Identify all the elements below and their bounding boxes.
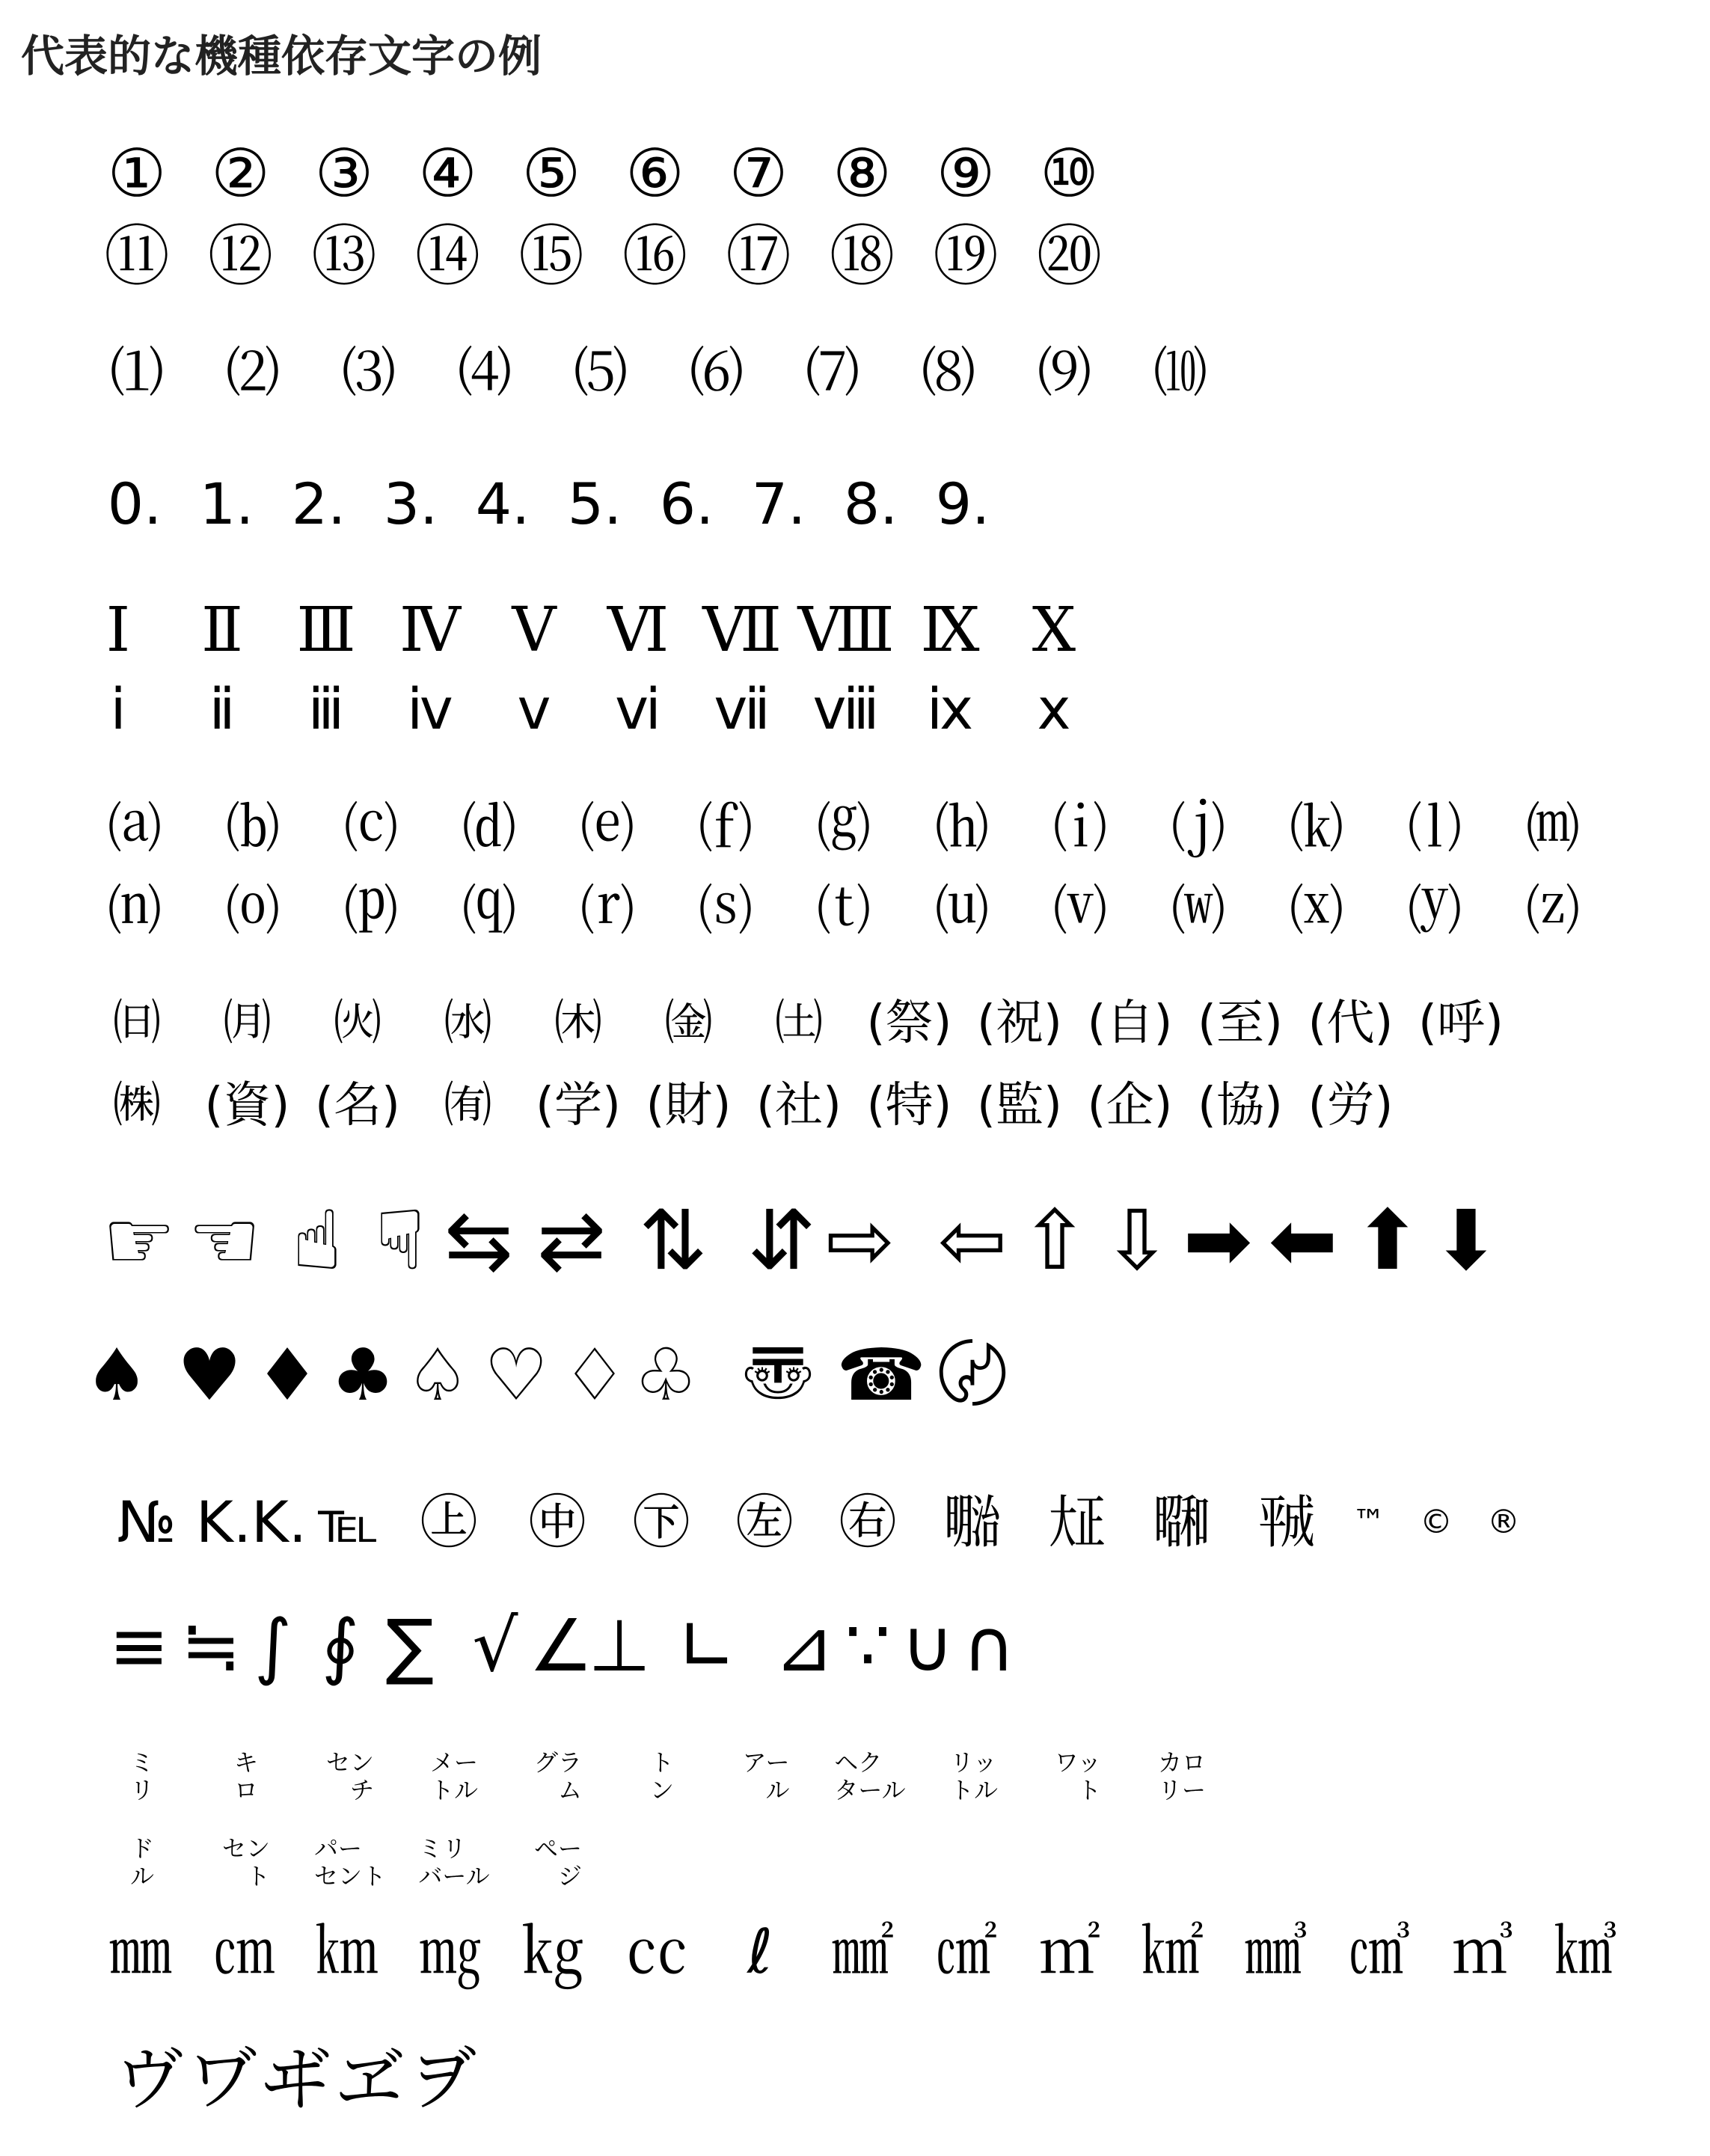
paren-kanji-row-1-glyph: ㈬ <box>444 996 492 1051</box>
parenthesized-numbers-row-glyph: ⑶ <box>341 341 396 404</box>
math-symbols-row-glyph: ≡ <box>108 1604 170 1688</box>
misc-symbols-row-glyph: ㊧ <box>736 1489 793 1555</box>
paren-letters-row-1-glyph: ⒞ <box>343 797 399 860</box>
suits-row-glyph: ☎ <box>836 1333 926 1417</box>
units-row-glyph: ㎎ <box>419 1917 482 1988</box>
paren-letters-row-1-glyph: ⒥ <box>1171 797 1226 860</box>
misc-symbols-row-glyph: ㍽ <box>1049 1489 1106 1555</box>
paren-kanji-row-1-glyph: (至) <box>1198 996 1283 1051</box>
misc-symbols-row-glyph: ™ <box>1352 1503 1385 1541</box>
paren-kanji-row-2-glyph: (協) <box>1198 1078 1283 1133</box>
math-symbols-row-glyph: ∮ <box>321 1604 360 1688</box>
paren-letters-row-1-glyph: ⒢ <box>816 797 871 860</box>
circled-numbers-row-2-glyph: ⑫ <box>207 218 274 295</box>
roman-lower-row-glyph: ⅴ <box>517 676 551 742</box>
unit-kana-glyph <box>130 1835 154 1890</box>
roman-lower-row-glyph: ⅲ <box>307 676 345 742</box>
paren-letters-row-1-glyph: ⒣ <box>934 797 990 860</box>
parenthesized-numbers-row-glyph: ⑻ <box>921 341 976 404</box>
suits-row-glyph: ♥ <box>177 1333 242 1417</box>
parenthesized-numbers-row-glyph: ⑵ <box>225 341 281 404</box>
parenthesized-numbers-row-glyph: ⑺ <box>805 341 860 404</box>
misc-symbols-row-glyph: © <box>1420 1503 1453 1541</box>
roman-upper-row-glyph: Ⅹ <box>1032 595 1076 666</box>
period-numbers-row-glyph: 5. <box>567 471 622 537</box>
unit-kana-glyph <box>834 1749 905 1804</box>
math-symbols-row-glyph: ∪ <box>901 1604 954 1688</box>
arrows-row-glyph: ⇦ <box>937 1192 1008 1288</box>
circled-numbers-row-2-glyph: ⑪ <box>103 218 171 295</box>
unit-kana-glyph <box>222 1835 270 1890</box>
paren-letters-row-2-glyph: ⒲ <box>1171 879 1226 942</box>
unit-kana-top: ヘク <box>834 1748 883 1777</box>
roman-upper-row-glyph: Ⅳ <box>399 595 461 666</box>
unit-kana-glyph <box>534 1749 582 1804</box>
arrows-row-glyph: ☟ <box>375 1192 426 1288</box>
arrows-row-glyph: ⇨ <box>825 1192 895 1288</box>
unit-kana-top: リッ <box>949 1748 997 1777</box>
arrows-row-glyph: ➡ <box>1183 1192 1253 1288</box>
units-row-glyph: ㎏ <box>522 1917 585 1988</box>
paren-kanji-row-2-glyph: (資) <box>204 1078 290 1133</box>
paren-kanji-row-2-glyph: (特) <box>866 1078 952 1133</box>
period-numbers-row-glyph: 8. <box>843 471 898 537</box>
roman-upper-row-glyph: Ⅱ <box>201 595 243 666</box>
paren-letters-row-1-glyph: ⒦ <box>1289 797 1344 860</box>
v-kana-row-glyph: ヴ <box>114 2039 185 2119</box>
period-numbers-row-glyph: 3. <box>383 471 438 537</box>
unit-kana-bottom: ン <box>649 1776 675 1804</box>
roman-lower-row-glyph: ⅹ <box>1037 676 1071 742</box>
arrows-row-glyph: ⇄ <box>536 1192 607 1288</box>
circled-numbers-row-1-glyph: ② <box>211 135 270 212</box>
circled-numbers-row-2-glyph: ⑰ <box>725 218 792 295</box>
unit-kana-top: ミ <box>129 1748 155 1777</box>
math-symbols-row-glyph: ∟ <box>676 1604 738 1688</box>
arrows-row-glyph: ⇩ <box>1102 1192 1172 1288</box>
arrows-row-glyph: ⇵ <box>747 1192 817 1288</box>
misc-symbols-row-glyph: ㍼ <box>1153 1489 1210 1555</box>
arrows-row-glyph: ⬇ <box>1431 1192 1501 1288</box>
unit-kana-glyph <box>950 1749 998 1804</box>
paren-kanji-row-1-glyph: ㈭ <box>554 996 602 1051</box>
units-row-glyph: ㎠ <box>935 1917 998 1988</box>
suits-row-glyph: 〄 <box>937 1333 1008 1417</box>
arrows-row-glyph: ⬅ <box>1268 1192 1338 1288</box>
unit-kana-top: ペー <box>533 1834 583 1863</box>
arrows-row-glyph: ⬆ <box>1352 1192 1423 1288</box>
units-row-glyph: ㎢ <box>1141 1917 1204 1988</box>
roman-upper-row-glyph: Ⅷ <box>797 595 895 666</box>
circled-numbers-row-1-glyph: ④ <box>418 135 477 212</box>
unit-kana-glyph <box>234 1749 258 1804</box>
paren-kanji-row-2-glyph: (企) <box>1087 1078 1173 1133</box>
roman-upper-row-glyph: Ⅸ <box>920 595 980 666</box>
paren-letters-row-2-glyph: ⒯ <box>816 879 871 942</box>
unit-kana-glyph <box>326 1749 374 1804</box>
arrows-row-glyph: ☝ <box>292 1192 343 1288</box>
unit-kana-top: パー <box>313 1834 363 1863</box>
unit-kana-bottom: トル <box>429 1776 479 1804</box>
paren-letters-row-2-glyph: ⒴ <box>1407 879 1462 942</box>
period-numbers-row-glyph: 9. <box>935 471 990 537</box>
unit-kana-top: セン <box>325 1748 375 1777</box>
paren-letters-row-1-glyph: ⒜ <box>107 797 162 860</box>
units-row-glyph: ㎣ <box>1245 1917 1308 1988</box>
arrows-row-glyph: ☜ <box>187 1192 262 1288</box>
unit-kana-top: ワッ <box>1054 1748 1102 1777</box>
circled-numbers-row-1-glyph: ⑧ <box>833 135 892 212</box>
circled-numbers-row-2-glyph: ⑯ <box>622 218 688 295</box>
suits-row-glyph: ♡ <box>483 1333 549 1417</box>
unit-kana-glyph <box>1158 1749 1206 1804</box>
circled-numbers-row-1-glyph: ① <box>107 135 167 212</box>
suits-row-glyph: ♧ <box>633 1333 699 1417</box>
units-row-glyph: ㎜ <box>109 1917 172 1988</box>
suits-row-glyph: 〠 <box>742 1333 814 1417</box>
roman-lower-row-glyph: ⅵ <box>615 676 661 742</box>
paren-kanji-row-1-glyph: ㈫ <box>334 996 381 1051</box>
unit-kana-top: グラ <box>533 1748 583 1777</box>
circled-numbers-row-1-glyph: ⑩ <box>1040 135 1099 212</box>
unit-kana-bottom: リー <box>1157 1776 1207 1804</box>
unit-kana-glyph <box>534 1835 582 1890</box>
paren-letters-row-1-glyph: ⒠ <box>580 797 635 860</box>
unit-kana-top: カロ <box>1157 1748 1207 1777</box>
circled-numbers-row-1-glyph: ⑦ <box>729 135 788 212</box>
circled-numbers-row-1-glyph: ⑨ <box>936 135 996 212</box>
suits-row-glyph: ♠ <box>84 1333 150 1417</box>
unit-kana-top: キ <box>233 1748 259 1777</box>
unit-kana-bottom: セント <box>313 1862 387 1890</box>
unit-kana-bottom: トル <box>949 1776 999 1804</box>
units-row-glyph: ㏄ <box>625 1917 688 1988</box>
paren-letters-row-1-glyph: ⒨ <box>1525 797 1581 860</box>
parenthesized-numbers-row-glyph: ⑸ <box>573 341 628 404</box>
roman-lower-row-glyph: ⅰ <box>110 676 126 742</box>
paren-kanji-row-2-glyph: (学) <box>536 1078 621 1133</box>
paren-kanji-row-1-glyph: (代) <box>1308 996 1394 1051</box>
unit-kana-glyph <box>1055 1749 1101 1804</box>
period-numbers-row-glyph: 2. <box>291 471 346 537</box>
math-symbols-row-glyph: ≒ <box>180 1604 242 1688</box>
paren-letters-row-2-glyph: ⒬ <box>462 879 517 942</box>
misc-symbols-row-glyph: ㊦ <box>633 1489 690 1555</box>
page-title: 代表的な機種依存文字の例 <box>21 31 542 82</box>
circled-numbers-row-1-glyph: ⑤ <box>521 135 581 212</box>
arrows-row-glyph: ⇅ <box>638 1192 708 1288</box>
roman-lower-row-glyph: ⅶ <box>714 676 770 742</box>
suits-row-glyph: ♤ <box>405 1333 471 1417</box>
units-row-glyph: ㎞ <box>316 1917 379 1988</box>
unit-kana-top: ミリ <box>418 1834 467 1863</box>
misc-symbols-row-glyph: ㊨ <box>839 1489 896 1555</box>
roman-upper-row-glyph: Ⅲ <box>296 595 356 666</box>
misc-symbols-row-glyph: ㍻ <box>1258 1489 1315 1555</box>
unit-kana-top: セン <box>221 1834 271 1863</box>
unit-kana-glyph <box>418 1835 489 1890</box>
unit-kana-bottom: ム <box>557 1776 583 1804</box>
units-row-glyph: ㎤ <box>1348 1917 1411 1988</box>
paren-kanji-row-2-glyph: (名) <box>315 1078 400 1133</box>
parenthesized-numbers-row-glyph: ⑼ <box>1037 341 1092 404</box>
units-row-glyph: ℓ <box>747 1917 773 1988</box>
circled-numbers-row-2-glyph: ⑳ <box>1036 218 1103 295</box>
parenthesized-numbers-row-glyph: ⑴ <box>109 341 165 404</box>
period-numbers-row-glyph: 1. <box>199 471 254 537</box>
unit-kana-top: ド <box>129 1834 155 1863</box>
math-symbols-row-glyph: ∵ <box>845 1604 891 1688</box>
v-kana-row-glyph: ヹ <box>334 2039 405 2119</box>
roman-upper-row-glyph: Ⅵ <box>607 595 669 666</box>
suits-row-glyph: ♣ <box>330 1333 396 1417</box>
roman-upper-row-glyph: Ⅰ <box>105 595 131 666</box>
paren-letters-row-2-glyph: ⒳ <box>1289 879 1344 942</box>
v-kana-row-glyph: ヺ <box>408 2039 478 2119</box>
paren-kanji-row-2-glyph: (監) <box>977 1078 1062 1133</box>
paren-letters-row-2-glyph: ⒩ <box>107 879 162 942</box>
circled-numbers-row-2-glyph: ⑭ <box>414 218 481 295</box>
paren-letters-row-1-glyph: ⒡ <box>698 797 753 860</box>
unit-kana-bottom: ト <box>1077 1776 1102 1804</box>
v-kana-row-glyph: ヷ <box>188 2039 258 2119</box>
unit-kana-glyph <box>430 1749 478 1804</box>
math-symbols-row-glyph: ∑ <box>385 1604 435 1688</box>
units-row-glyph: ㎦ <box>1554 1917 1617 1988</box>
paren-kanji-row-2-glyph: (財) <box>646 1078 732 1133</box>
paren-kanji-row-1-glyph: (祭) <box>866 996 952 1051</box>
units-row-glyph: ㎝ <box>212 1917 275 1988</box>
misc-symbols-row-glyph: ㊥ <box>529 1489 586 1555</box>
units-row-glyph: ㎥ <box>1451 1917 1514 1988</box>
paren-kanji-row-2-glyph: ㈲ <box>444 1078 492 1133</box>
unit-kana-bottom: チ <box>349 1776 375 1804</box>
unit-kana-bottom: リ <box>129 1776 155 1804</box>
unit-kana-glyph <box>314 1835 386 1890</box>
suits-row-glyph: ♢ <box>562 1333 628 1417</box>
paren-letters-row-1-glyph: ⒧ <box>1407 797 1462 860</box>
paren-kanji-row-1-glyph: (自) <box>1087 996 1173 1051</box>
misc-symbols-row-glyph: ㊤ <box>420 1489 477 1555</box>
roman-upper-row-glyph: Ⅶ <box>702 595 782 666</box>
misc-symbols-row-glyph: ℡ <box>318 1489 379 1555</box>
paren-letters-row-2-glyph: ⒪ <box>225 879 281 942</box>
period-numbers-row-glyph: 6. <box>659 471 714 537</box>
math-symbols-row-glyph: ∩ <box>962 1604 1016 1688</box>
circled-numbers-row-1-glyph: ③ <box>314 135 374 212</box>
misc-symbols-row-glyph: ㍾ <box>944 1489 1001 1555</box>
paren-letters-row-2-glyph: ⒱ <box>1052 879 1108 942</box>
roman-lower-row-glyph: ⅷ <box>812 676 880 742</box>
circled-numbers-row-2-glyph: ⑱ <box>829 218 895 295</box>
parenthesized-numbers-row-glyph: ⑷ <box>457 341 512 404</box>
unit-kana-glyph <box>742 1749 789 1804</box>
paren-letters-row-2-glyph: ⒫ <box>343 879 399 942</box>
parenthesized-numbers-row-glyph: ⑹ <box>689 341 744 404</box>
paren-letters-row-2-glyph: ⒰ <box>934 879 990 942</box>
roman-lower-row-glyph: ⅱ <box>209 676 236 742</box>
paren-letters-row-2-glyph: ⒵ <box>1525 879 1581 942</box>
unit-kana-top: アー <box>742 1748 790 1777</box>
paren-kanji-row-1-glyph: ㈮ <box>664 996 713 1051</box>
unit-kana-glyph <box>650 1749 674 1804</box>
unit-kana-bottom: ジ <box>557 1862 583 1890</box>
paren-kanji-row-1-glyph: (呼) <box>1418 996 1504 1051</box>
paren-letters-row-1-glyph: ⒝ <box>225 797 281 860</box>
math-symbols-row-glyph: √ <box>472 1604 518 1688</box>
paren-kanji-row-1-glyph: ㈰ <box>113 996 161 1051</box>
parenthesized-numbers-row-glyph: ⑽ <box>1153 341 1208 404</box>
misc-symbols-row-glyph: № <box>117 1489 177 1555</box>
paren-letters-row-2-glyph: ⒮ <box>698 879 753 942</box>
arrows-row-glyph: ⇧ <box>1020 1192 1090 1288</box>
roman-upper-row-glyph: Ⅴ <box>512 595 557 666</box>
units-row-glyph: ㎡ <box>1038 1917 1101 1988</box>
unit-kana-top: メー <box>429 1748 479 1777</box>
math-symbols-row-glyph: ∫ <box>254 1604 292 1688</box>
roman-lower-row-glyph: ⅸ <box>926 676 974 742</box>
period-numbers-row-glyph: 0. <box>107 471 162 537</box>
circled-numbers-row-2-glyph: ⑲ <box>932 218 999 295</box>
roman-lower-row-glyph: ⅳ <box>407 676 453 742</box>
paren-kanji-row-2-glyph: (社) <box>756 1078 842 1133</box>
unit-kana-bottom: ト <box>245 1862 271 1890</box>
circled-numbers-row-1-glyph: ⑥ <box>625 135 684 212</box>
math-symbols-row-glyph: ⊿ <box>773 1604 835 1688</box>
v-kana-row-glyph: ヸ <box>261 2039 331 2119</box>
math-symbols-row-glyph: ⊥ <box>588 1604 651 1688</box>
unit-kana-top: ト <box>649 1748 675 1777</box>
arrows-row-glyph: ⇆ <box>444 1192 514 1288</box>
unit-kana-bottom: ル <box>129 1862 155 1890</box>
paren-kanji-row-1-glyph: (祝) <box>977 996 1062 1051</box>
unit-kana-bottom: ル <box>765 1776 790 1804</box>
unit-kana-bottom: バール <box>418 1862 490 1890</box>
paren-letters-row-1-glyph: ⒟ <box>462 797 517 860</box>
suits-row-glyph: ♦ <box>254 1333 320 1417</box>
paren-kanji-row-2-glyph: ㈱ <box>113 1078 161 1133</box>
paren-kanji-row-1-glyph: ㈪ <box>223 996 272 1051</box>
period-numbers-row-glyph: 7. <box>751 471 806 537</box>
paren-kanji-row-2-glyph: (労) <box>1308 1078 1394 1133</box>
unit-kana-bottom: ロ <box>233 1776 259 1804</box>
unit-kana-bottom: タール <box>834 1776 906 1804</box>
arrows-row-glyph: ☞ <box>102 1192 177 1288</box>
paren-letters-row-1-glyph: ⒤ <box>1052 797 1108 860</box>
period-numbers-row-glyph: 4. <box>475 471 530 537</box>
paren-kanji-row-1-glyph: ㈯ <box>775 996 823 1051</box>
math-symbols-row-glyph: ∠ <box>528 1604 594 1688</box>
unit-kana-glyph <box>130 1749 154 1804</box>
misc-symbols-row-glyph: K.K. <box>196 1489 307 1555</box>
circled-numbers-row-2-glyph: ⑬ <box>310 218 378 295</box>
paren-letters-row-2-glyph: ⒭ <box>580 879 635 942</box>
units-row-glyph: ㎟ <box>832 1917 895 1988</box>
circled-numbers-row-2-glyph: ⑮ <box>518 218 585 295</box>
misc-symbols-row-glyph: ® <box>1487 1503 1520 1541</box>
